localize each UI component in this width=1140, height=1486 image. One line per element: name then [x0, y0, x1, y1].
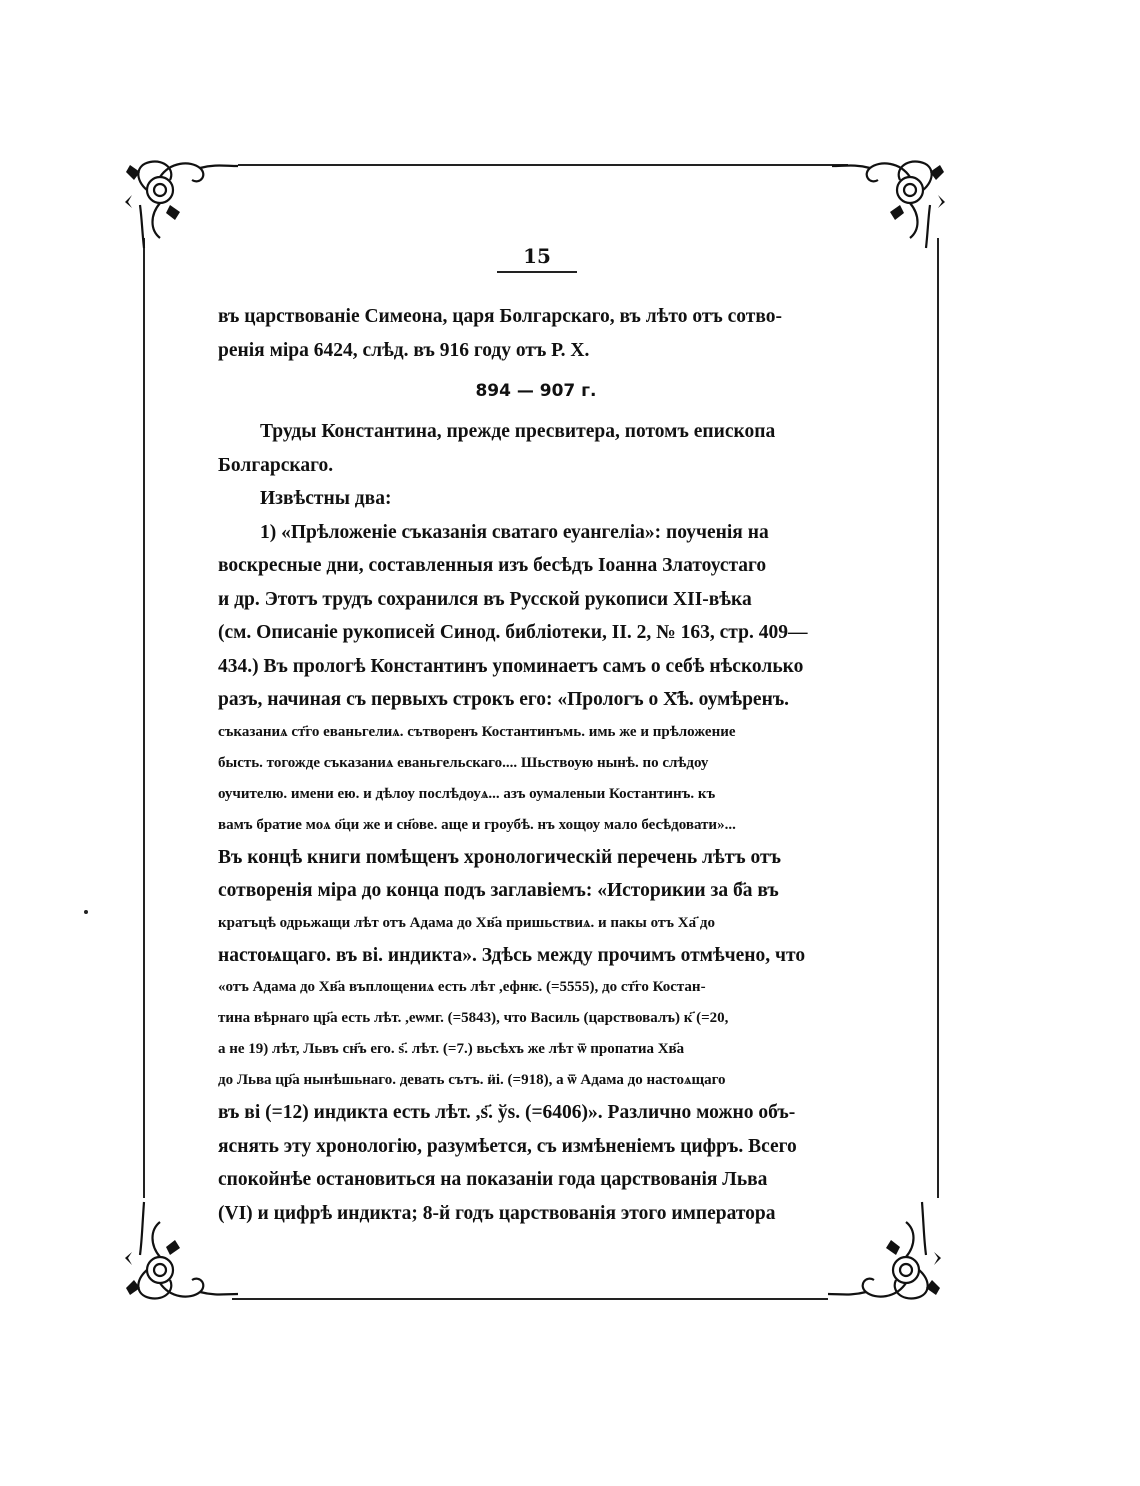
frame-right-line [937, 238, 939, 1198]
frame-left-line [143, 238, 145, 1198]
text-line: (см. Описаніе рукописей Синод. библіотеки, II. 2, № 163, стр. 409— [218, 622, 808, 643]
corner-ornament-top-left [120, 150, 240, 250]
quote-line: а не 19) лѣт, Львъ сн҃ъ его. ѕ҃. лѣт. (=7.) вьсѣхъ же лѣт ѿ пропатиа Хв҃а [218, 1041, 685, 1057]
quote-line: оучителю. имени ею. и дѣлоу послѣдоуѧ... азъ оумаленыи Костантинъ. къ [218, 785, 716, 802]
frame-bottom-line [232, 1298, 828, 1300]
quote-line: съказаниѧ ст҃го еваньгелиѧ. сътворенъ Костантинъмь. имь же и прѣложение [218, 723, 736, 740]
text-line: и др. Этотъ трудъ сохранился въ Русской рукописи XII-вѣка [218, 588, 752, 610]
text-line: воскресные дни, составленныя изъ бесѣдъ Іоанна Златоустаго [218, 555, 767, 576]
text-line: 434.) Въ прологѣ Константинъ упоминаетъ самъ о себѣ нѣсколько [218, 655, 804, 677]
date-heading: 894 — 907 г. [475, 381, 597, 401]
frame-top-line [238, 164, 848, 166]
quote-line: «отъ Адама до Хв҃а въплощениѧ есть лѣт ,ефнѥ. (=5555), до ст҃го Костан- [218, 979, 706, 995]
text-line: спокойнѣе остановиться на показаніи года царствованія Льва [218, 1169, 768, 1190]
text-line: (VI) и цифрѣ индикта; 8-й годъ царствованія этого императора [218, 1202, 776, 1224]
text-line: сотворенія міра до конца подъ заглавіемъ: «Историкии за б҃а въ [218, 880, 779, 901]
page-number: 15 [497, 244, 577, 273]
page-text [218, 300, 854, 1230]
text-line: настоѩщаго. въ ві. индикта». Здѣсь между прочимъ отмѣчено, что [218, 944, 806, 966]
stray-mark [84, 910, 88, 914]
text-line: въ ві (=12) индикта есть лѣт. ,ѕ҃. ўѕ. (=6406)». Различно можно объ- [218, 1102, 796, 1123]
text-line: яснять эту хронологію, разумѣется, съ измѣненіемъ цифръ. Всего [218, 1135, 797, 1157]
text-line: ренія міра 6424, слѣд. въ 916 году отъ Р. Х. [218, 339, 590, 361]
quote-line: тина вѣрнаго цр҃а есть лѣт. ,еѡмг. (=5843), что Василь (царствовалъ) к҃ (=20, [218, 1010, 729, 1026]
text-line: Труды Константина, прежде пресвитера, потомъ епископа [260, 421, 776, 442]
quote-line: бысть. тогожде съказаниѧ еваньгельскаго.... Шьствоую нынѣ. по слѣдоу [218, 754, 709, 771]
quote-line: до Льва цр҃а нынѣшьнаго. девать сътъ. ӥі. (=918), а ѿ Адама до настоѧщаго [218, 1072, 726, 1088]
text-line: Болгарскаго. [218, 454, 334, 476]
text-line: разъ, начиная съ первыхъ строкъ его: «Прологъ о Х҃ѣ. оумѣренъ. [218, 689, 790, 710]
corner-ornament-top-right [830, 150, 950, 250]
quote-line: кратъцѣ одрьжащи лѣт отъ Адама до Хв҃а пришьствиѧ. и пакы отъ Ха҃ до [218, 914, 715, 931]
text-line: 1) «Прѣложеніе съказанія сватаго еуангеліа»: поученія на [260, 521, 769, 543]
quote-line: вамъ братие моѧ о҃ци же и сн҃ове. аще и гроубѣ. нъ хощоу мало бесѣдовати»... [218, 816, 736, 833]
text-line: Извѣстны два: [260, 488, 392, 509]
text-line: въ царствованіе Симеона, царя Болгарскаго, въ лѣто отъ сотво- [218, 306, 783, 327]
text-line: Въ концѣ книги помѣщенъ хронологическій перечень лѣтъ отъ [218, 846, 781, 868]
